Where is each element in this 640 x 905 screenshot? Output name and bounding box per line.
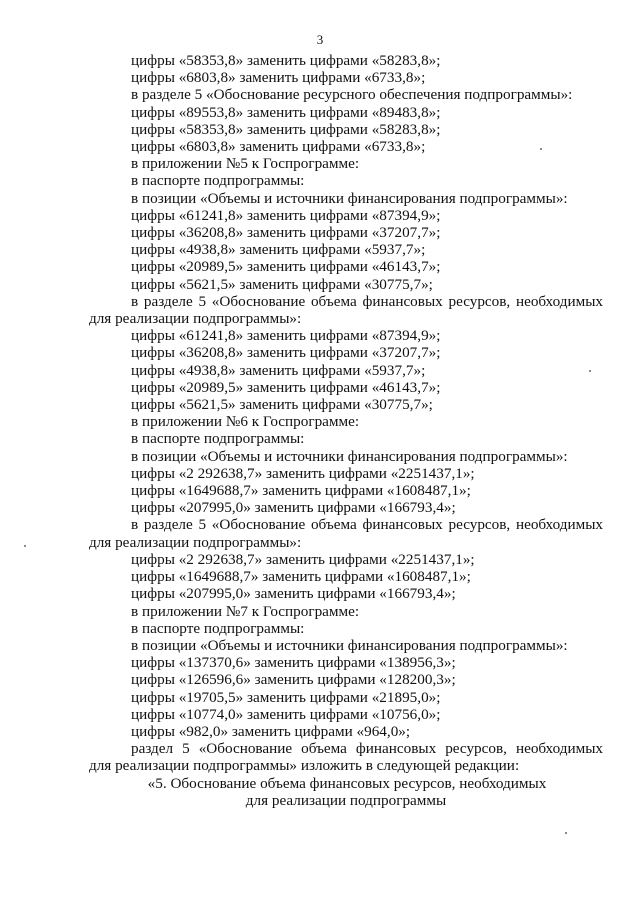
text-line: цифры «19705,5» заменить цифрами «21895,0»; <box>131 688 441 706</box>
section-heading: «5. Обоснование объема финансовых ресурсов, необходимых <box>147 774 547 792</box>
text-line: цифры «207995,0» заменить цифрами «166793,4»; <box>131 499 456 517</box>
scan-speck <box>589 370 591 372</box>
text-line: в разделе 5 «Обоснование объема финансовых ресурсов, необходимых <box>131 292 603 310</box>
text-line: цифры «1649688,7» заменить цифрами «1608487,1»; <box>131 482 471 500</box>
text-line: цифры «10774,0» заменить цифрами «10756,0»; <box>131 705 441 723</box>
text-line: в позиции «Объемы и источники финансирования подпрограммы»: <box>131 447 568 465</box>
text-line: цифры «58353,8» заменить цифрами «58283,8»; <box>131 120 441 138</box>
text-line: в позиции «Объемы и источники финансирования подпрограммы»: <box>131 636 568 654</box>
text-line: цифры «5621,5» заменить цифрами «30775,7»; <box>131 396 433 414</box>
text-line: цифры «58353,8» заменить цифрами «58283,8»; <box>131 52 441 69</box>
text-line: цифры «207995,0» заменить цифрами «166793,4»; <box>131 585 456 603</box>
text-line: цифры «1649688,7» заменить цифрами «1608487,1»; <box>131 568 471 586</box>
text-line: цифры «4938,8» заменить цифрами «5937,7»; <box>131 241 426 259</box>
scan-speck <box>24 545 26 547</box>
text-line: в паспорте подпрограммы: <box>131 172 305 190</box>
appendix-heading: в приложении №5 к Госпрограмме: <box>131 155 360 173</box>
text-line: в паспорте подпрограммы: <box>131 430 305 448</box>
text-line: для реализации подпрограммы»: <box>89 533 302 551</box>
text-line: цифры «126596,6» заменить цифрами «128200,3»; <box>131 671 456 689</box>
text-line: для реализации подпрограммы»: <box>89 310 302 328</box>
text-line: в паспорте подпрограммы: <box>131 619 305 637</box>
text-line: для реализации подпрограммы» изложить в следующей редакции: <box>89 757 520 775</box>
text-line: цифры «6803,8» заменить цифрами «6733,8»; <box>131 138 426 156</box>
section-heading: для реализации подпрограммы <box>245 791 447 809</box>
appendix-heading: в приложении №7 к Госпрограмме: <box>131 602 360 620</box>
text-line: цифры «36208,8» заменить цифрами «37207,7»; <box>131 344 441 362</box>
text-line: в позиции «Объемы и источники финансирования подпрограммы»: <box>131 189 568 207</box>
scan-speck <box>540 148 542 150</box>
text-line: цифры «20989,5» заменить цифрами «46143,7»; <box>131 378 441 396</box>
text-line: цифры «89553,8» заменить цифрами «89483,8»; <box>131 103 441 121</box>
text-line: цифры «61241,8» заменить цифрами «87394,9»; <box>131 206 441 224</box>
text-line: цифры «61241,8» заменить цифрами «87394,9»; <box>131 327 441 345</box>
text-line: цифры «2 292638,7» заменить цифрами «2251437,1»; <box>131 464 475 482</box>
appendix-heading: в приложении №6 к Госпрограмме: <box>131 413 360 431</box>
text-line: цифры «982,0» заменить цифрами «964,0»; <box>131 722 411 740</box>
text-line: цифры «6803,8» заменить цифрами «6733,8»; <box>131 69 426 87</box>
scan-speck <box>565 832 567 834</box>
page-number: 3 <box>316 32 324 47</box>
text-line: раздел 5 «Обоснование объема финансовых ресурсов, необходимых <box>131 740 603 758</box>
text-line: цифры «2 292638,7» заменить цифрами «2251437,1»; <box>131 550 475 568</box>
text-line: цифры «4938,8» заменить цифрами «5937,7»; <box>131 361 426 379</box>
text-line: цифры «20989,5» заменить цифрами «46143,7»; <box>131 258 441 276</box>
text-line: в разделе 5 «Обоснование ресурсного обеспечения подпрограммы»: <box>131 86 573 104</box>
text-line: цифры «137370,6» заменить цифрами «138956,3»; <box>131 654 456 672</box>
text-line: в разделе 5 «Обоснование объема финансовых ресурсов, необходимых <box>131 516 603 534</box>
text-line: цифры «36208,8» заменить цифрами «37207,7»; <box>131 224 441 242</box>
text-line: цифры «5621,5» заменить цифрами «30775,7»; <box>131 275 433 293</box>
document-body <box>0 52 640 809</box>
